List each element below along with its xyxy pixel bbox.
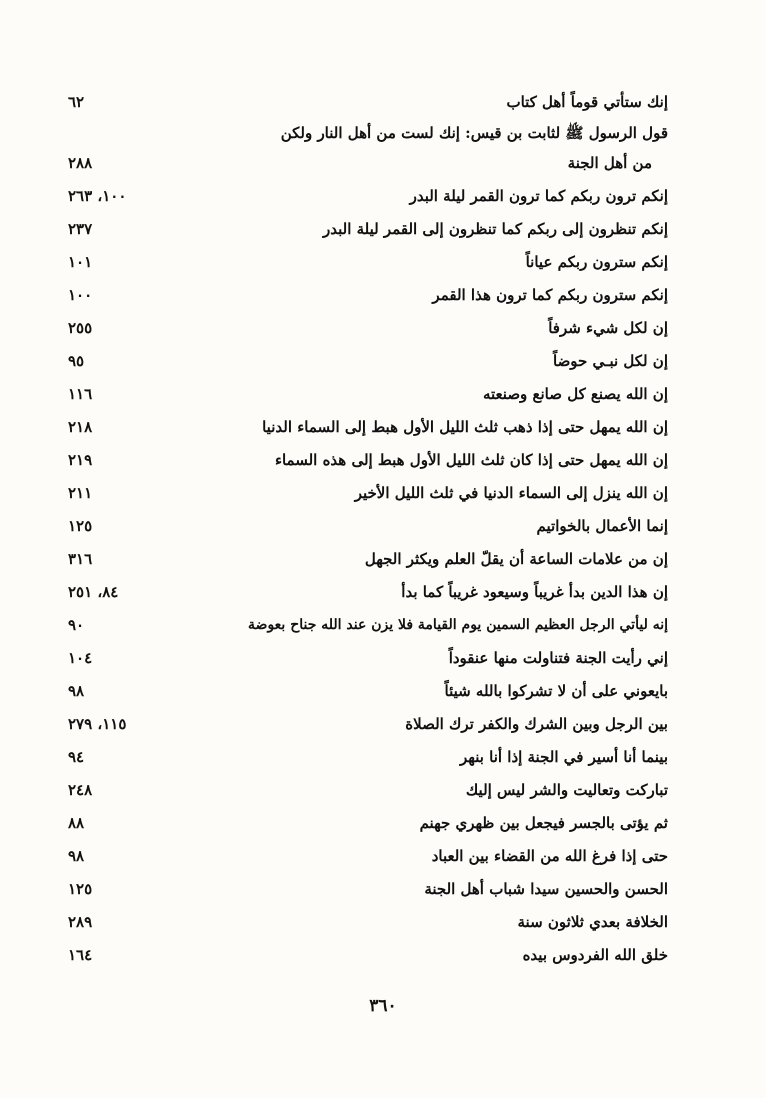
hadith-text: إن الله ينزل إلى السماء الدنيا في ثلث الليل الأخير	[354, 484, 668, 502]
page-refs: ١٠٠، ٢٦٣	[68, 187, 127, 205]
hadith-text: إن الله يمهل حتى إذا كان ثلث الليل الأول هبط إلى هذه السماء	[274, 451, 668, 469]
page-refs: ١٢٥	[68, 880, 93, 898]
page-refs: ١١٦	[68, 385, 93, 403]
index-entry	[66, 378, 668, 411]
hadith-index-list	[66, 86, 668, 972]
hadith-text: إن لكل نبـي حوضاً	[553, 352, 668, 370]
index-entry	[66, 642, 668, 675]
page-refs: ١٦٤	[68, 946, 93, 964]
page-refs: ٨٤، ٢٥١	[68, 583, 119, 601]
page-refs: ٢١٩	[68, 451, 93, 469]
page-refs: ٢١٨	[68, 418, 93, 436]
index-entry	[66, 345, 668, 378]
page-refs: ٨٨	[68, 814, 85, 832]
page-refs: ٢٣٧	[68, 220, 93, 238]
page-refs: ٢٤٨	[68, 781, 93, 799]
index-entry	[66, 147, 668, 180]
page-refs: ٣١٦	[68, 550, 93, 568]
index-entry	[66, 279, 668, 312]
hadith-text: إنكم سترون ربكم كما ترون هذا القمر	[432, 286, 668, 304]
hadith-text: إنكم تنظرون إلى ربكم كما تنظرون إلى القمر ليلة البدر	[323, 220, 668, 238]
hadith-text: الحسن والحسين سيدا شباب أهل الجنة	[424, 880, 668, 898]
index-entry	[66, 807, 668, 840]
index-entry	[66, 510, 668, 543]
index-entry	[66, 213, 668, 246]
page-number: ٣٦٠	[369, 996, 397, 1016]
page-refs: ١١٥، ٢٧٩	[68, 715, 127, 733]
page-refs: ١٠٤	[68, 649, 93, 667]
index-entry	[66, 312, 668, 345]
hadith-text: إني رأيت الجنة فتناولت منها عنقوداً	[448, 649, 668, 667]
hadith-text: إن الله يمهل حتى إذا ذهب ثلث الليل الأول هبط إلى السماء الدنيا	[262, 418, 668, 436]
index-entry	[66, 906, 668, 939]
page-refs: ١٠١	[68, 253, 93, 271]
index-entry	[66, 180, 668, 213]
index-entry	[66, 741, 668, 774]
page-refs: ٢١١	[68, 484, 93, 502]
page-refs: ٢٨٨	[68, 154, 93, 172]
hadith-text: بين الرجل وبين الشرك والكفر ترك الصلاة	[405, 715, 668, 733]
page-refs: ٩٨	[68, 847, 85, 865]
index-entry	[66, 840, 668, 873]
index-entry	[66, 119, 668, 147]
page-refs: ٩٨	[68, 682, 85, 700]
hadith-text: إنما الأعمال بالخواتيم	[536, 517, 668, 535]
index-entry	[66, 543, 668, 576]
hadith-text: إنكم ترون ربكم كما ترون القمر ليلة البدر	[409, 187, 668, 205]
page-refs: ٩٤	[68, 748, 85, 766]
index-entry	[66, 86, 668, 119]
page-refs: ٢٨٩	[68, 913, 93, 931]
index-entry	[66, 477, 668, 510]
hadith-text: من أهل الجنة	[567, 154, 652, 172]
hadith-text: بايعوني على أن لا تشركوا بالله شيئاً	[444, 682, 668, 700]
hadith-text: ثم يؤتى بالجسر فيجعل بين ظهري جهنم	[419, 814, 668, 832]
page-refs: ٩٠	[68, 616, 85, 634]
hadith-text: تباركت وتعاليت والشر ليس إليك	[465, 781, 668, 799]
index-entry	[66, 939, 668, 972]
hadith-text: خلق الله الفردوس بيده	[522, 946, 668, 964]
page-refs: ١٠٠	[68, 286, 93, 304]
index-entry	[66, 444, 668, 477]
hadith-text: إنه ليأتي الرجل العظيم السمين يوم القيامة فلا يزن عند الله جناح بعوضة	[248, 617, 668, 633]
index-entry	[66, 774, 668, 807]
index-entry	[66, 411, 668, 444]
hadith-text: إن الله يصنع كل صانع وصنعته	[482, 385, 668, 403]
hadith-text: حتى إذا فرغ الله من القضاء بين العباد	[431, 847, 668, 865]
hadith-text: بينما أنا أسير في الجنة إذا أنا بنهر	[460, 748, 668, 766]
index-entry	[66, 675, 668, 708]
hadith-text: إن من علامات الساعة أن يقلّ العلم ويكثر الجهل	[364, 550, 668, 568]
index-entry	[66, 609, 668, 642]
hadith-text: إنكم سترون ربكم عياناً	[525, 253, 668, 271]
hadith-text: إن هذا الدين بدأ غريباً وسيعود غريباً كما بدأ	[401, 583, 668, 601]
index-entry	[66, 246, 668, 279]
hadith-text: إنك ستأتي قوماً أهل كتاب	[506, 93, 668, 111]
hadith-text: إن لكل شيء شرفاً	[548, 319, 668, 337]
page-refs: ١٢٥	[68, 517, 93, 535]
index-entry	[66, 708, 668, 741]
page-refs: ٦٢	[68, 93, 85, 111]
page-refs: ٩٥	[68, 352, 85, 370]
index-entry	[66, 873, 668, 906]
hadith-text: الخلافة بعدي ثلاثون سنة	[517, 913, 668, 931]
index-entry	[66, 576, 668, 609]
hadith-text: قول الرسول ﷺ لثابت بن قيس: إنك لست من أهل النار ولكن	[280, 124, 668, 142]
page-refs: ٢٥٥	[68, 319, 93, 337]
